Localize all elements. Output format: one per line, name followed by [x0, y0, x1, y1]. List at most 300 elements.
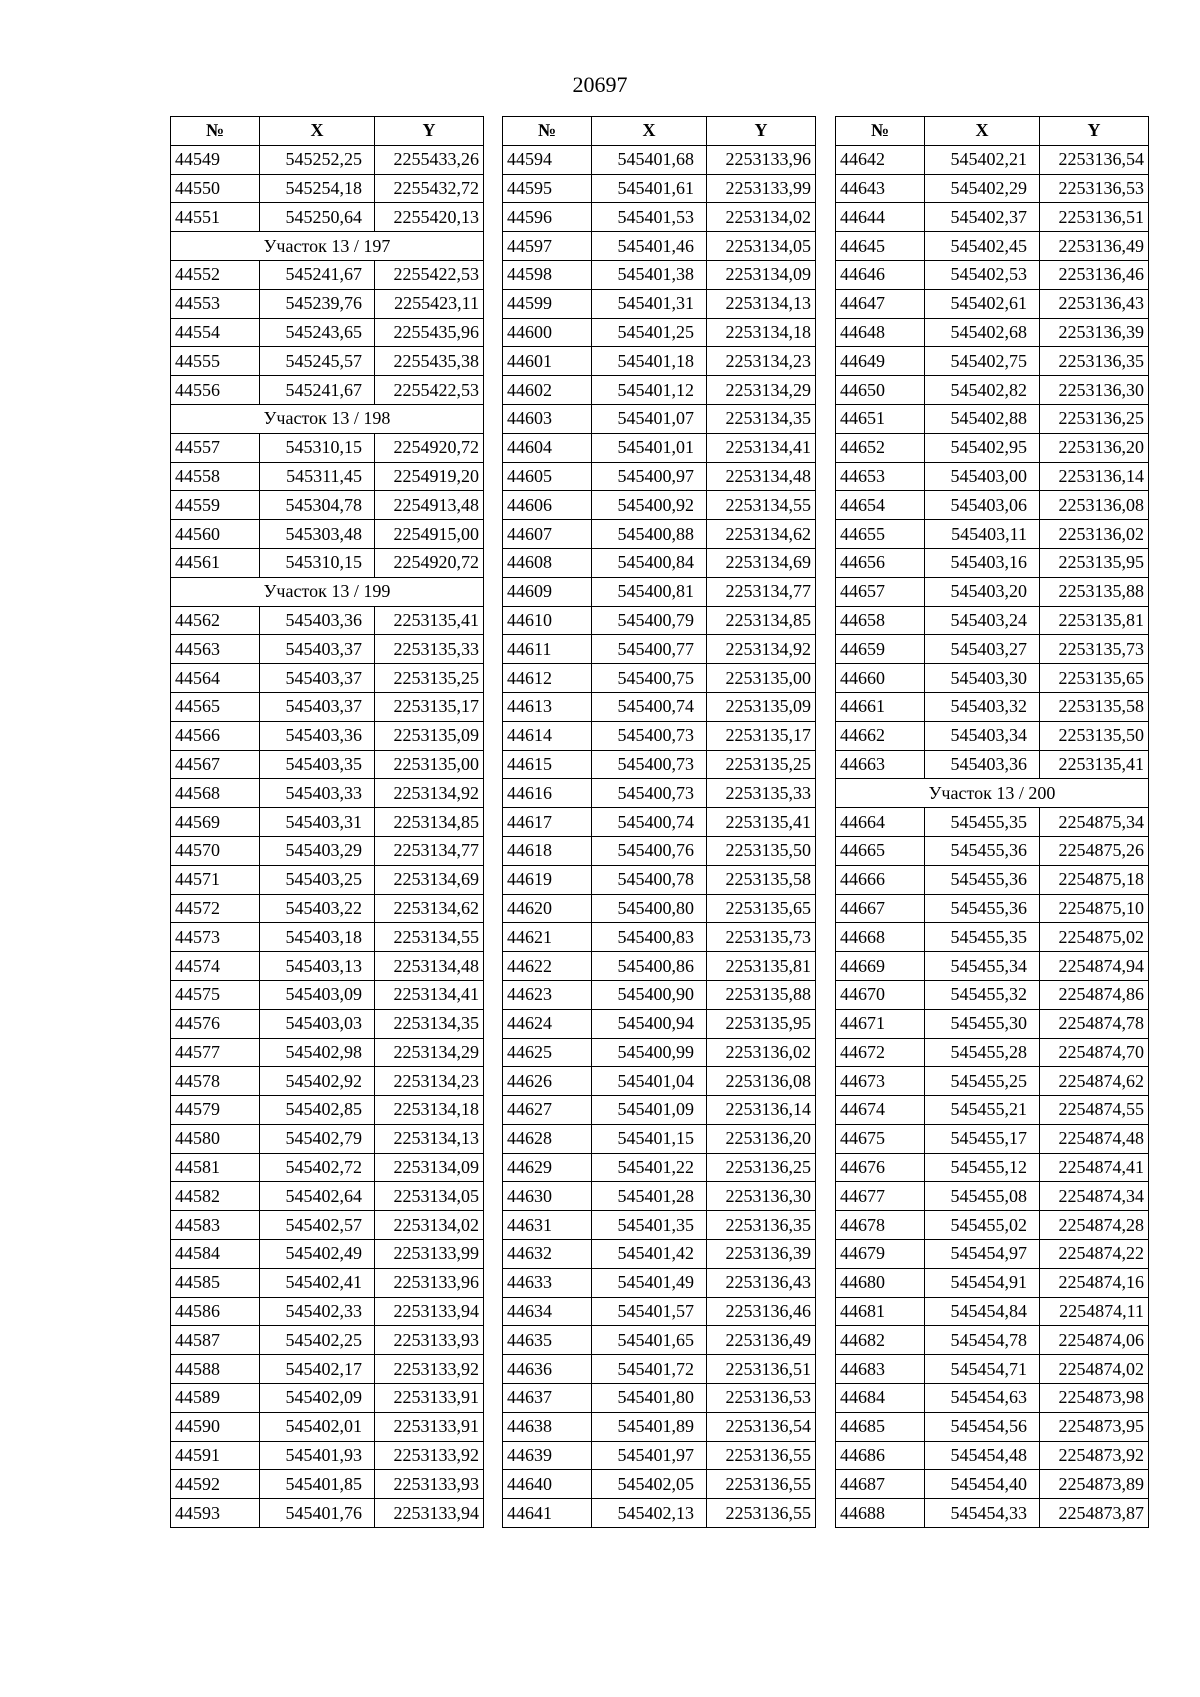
point-number: 44638: [503, 1412, 592, 1441]
table-header-row: [503, 117, 816, 146]
point-number: 44599: [503, 289, 592, 318]
y-coordinate: 2253136,49: [707, 1326, 816, 1355]
x-coordinate: 545454,84: [925, 1297, 1040, 1326]
x-coordinate: 545400,83: [592, 923, 707, 952]
x-coordinate: 545402,68: [925, 318, 1040, 347]
x-coordinate: 545401,07: [592, 404, 707, 433]
y-coordinate: 2253134,18: [375, 1096, 484, 1125]
y-coordinate: 2253136,51: [707, 1355, 816, 1384]
table-row: [503, 980, 816, 1009]
point-number: 44644: [836, 203, 925, 232]
y-coordinate: 2253136,25: [707, 1153, 816, 1182]
table-row: [836, 721, 1149, 750]
table-row: [503, 1499, 816, 1528]
x-coordinate: 545402,13: [592, 1499, 707, 1528]
table-row: [171, 174, 484, 203]
y-coordinate: 2253134,77: [707, 577, 816, 606]
x-coordinate: 545400,86: [592, 952, 707, 981]
table-row: [503, 635, 816, 664]
x-coordinate: 545239,76: [260, 289, 375, 318]
point-number: 44588: [171, 1355, 260, 1384]
table-row: [836, 347, 1149, 376]
table-row: [836, 1211, 1149, 1240]
table-row: [503, 1470, 816, 1499]
x-coordinate: 545403,11: [925, 520, 1040, 549]
y-coordinate: 2254874,78: [1040, 1009, 1149, 1038]
point-number: 44552: [171, 260, 260, 289]
y-coordinate: 2253136,43: [707, 1268, 816, 1297]
point-number: 44611: [503, 635, 592, 664]
table-row: [836, 1412, 1149, 1441]
point-number: 44652: [836, 433, 925, 462]
table-row: [836, 1067, 1149, 1096]
y-coordinate: 2253135,50: [707, 836, 816, 865]
table-header-row: [171, 117, 484, 146]
table-row: [836, 1326, 1149, 1355]
table-row: [171, 635, 484, 664]
x-coordinate: 545402,64: [260, 1182, 375, 1211]
point-number: 44640: [503, 1470, 592, 1499]
table-row: [171, 692, 484, 721]
point-number: 44550: [171, 174, 260, 203]
table-row: [836, 491, 1149, 520]
x-coordinate: 545402,82: [925, 376, 1040, 405]
point-number: 44624: [503, 1009, 592, 1038]
table-row: [503, 1240, 816, 1269]
table-row: [171, 1038, 484, 1067]
y-coordinate: 2253136,55: [707, 1441, 816, 1470]
y-coordinate: 2254874,34: [1040, 1182, 1149, 1211]
section-title: Участок 13 / 199: [171, 577, 484, 606]
y-coordinate: 2253134,35: [375, 1009, 484, 1038]
table-row: [836, 1499, 1149, 1528]
x-coordinate: 545403,37: [260, 635, 375, 664]
table-row: [171, 1297, 484, 1326]
y-coordinate: 2253134,55: [707, 491, 816, 520]
table-row: [836, 894, 1149, 923]
table-row: [836, 548, 1149, 577]
point-number: 44595: [503, 174, 592, 203]
point-number: 44557: [171, 433, 260, 462]
point-number: 44666: [836, 865, 925, 894]
table-row: [171, 779, 484, 808]
table-row: [503, 1326, 816, 1355]
table-row: [836, 836, 1149, 865]
y-coordinate: 2253134,13: [707, 289, 816, 318]
table-row: [503, 865, 816, 894]
y-coordinate: 2254874,06: [1040, 1326, 1149, 1355]
point-number: 44680: [836, 1268, 925, 1297]
x-coordinate: 545400,84: [592, 548, 707, 577]
y-coordinate: 2253134,92: [375, 779, 484, 808]
point-number: 44629: [503, 1153, 592, 1182]
y-coordinate: 2253134,02: [375, 1211, 484, 1240]
table-row: [836, 376, 1149, 405]
y-coordinate: 2253134,05: [707, 232, 816, 261]
y-coordinate: 2253134,55: [375, 923, 484, 952]
x-coordinate: 545454,33: [925, 1499, 1040, 1528]
x-coordinate: 545400,88: [592, 520, 707, 549]
y-coordinate: 2253134,85: [707, 606, 816, 635]
x-coordinate: 545402,92: [260, 1067, 375, 1096]
point-number: 44688: [836, 1499, 925, 1528]
point-number: 44582: [171, 1182, 260, 1211]
point-number: 44656: [836, 548, 925, 577]
header-x: X: [260, 117, 375, 146]
point-number: 44616: [503, 779, 592, 808]
y-coordinate: 2254874,86: [1040, 980, 1149, 1009]
table-row: [171, 750, 484, 779]
x-coordinate: 545304,78: [260, 491, 375, 520]
x-coordinate: 545401,61: [592, 174, 707, 203]
table-row: [836, 1384, 1149, 1413]
table-row: [171, 1326, 484, 1355]
table-row: [503, 318, 816, 347]
point-number: 44561: [171, 548, 260, 577]
point-number: 44658: [836, 606, 925, 635]
y-coordinate: 2253134,13: [375, 1124, 484, 1153]
x-coordinate: 545401,18: [592, 347, 707, 376]
y-coordinate: 2255422,53: [375, 260, 484, 289]
x-coordinate: 545454,91: [925, 1268, 1040, 1297]
y-coordinate: 2253135,33: [707, 779, 816, 808]
point-number: 44569: [171, 808, 260, 837]
y-coordinate: 2254915,00: [375, 520, 484, 549]
x-coordinate: 545403,13: [260, 952, 375, 981]
table-row: [503, 404, 816, 433]
point-number: 44593: [171, 1499, 260, 1528]
point-number: 44654: [836, 491, 925, 520]
table-row: [171, 808, 484, 837]
table-row: [171, 1096, 484, 1125]
x-coordinate: 545401,49: [592, 1268, 707, 1297]
table-row: [171, 145, 484, 174]
point-number: 44571: [171, 865, 260, 894]
point-number: 44602: [503, 376, 592, 405]
table-row: [171, 260, 484, 289]
x-coordinate: 545402,21: [925, 145, 1040, 174]
table-row: [836, 577, 1149, 606]
x-coordinate: 545455,34: [925, 952, 1040, 981]
section-row: [836, 779, 1149, 808]
table-row: [503, 692, 816, 721]
x-coordinate: 545400,73: [592, 779, 707, 808]
point-number: 44598: [503, 260, 592, 289]
x-coordinate: 545401,42: [592, 1240, 707, 1269]
x-coordinate: 545403,09: [260, 980, 375, 1009]
y-coordinate: 2253136,53: [1040, 174, 1149, 203]
point-number: 44628: [503, 1124, 592, 1153]
y-coordinate: 2253136,35: [1040, 347, 1149, 376]
x-coordinate: 545245,57: [260, 347, 375, 376]
y-coordinate: 2253134,41: [375, 980, 484, 1009]
x-coordinate: 545454,97: [925, 1240, 1040, 1269]
table-row: [503, 1211, 816, 1240]
point-number: 44684: [836, 1384, 925, 1413]
point-number: 44584: [171, 1240, 260, 1269]
y-coordinate: 2253134,02: [707, 203, 816, 232]
y-coordinate: 2253134,29: [375, 1038, 484, 1067]
table-row: [836, 980, 1149, 1009]
x-coordinate: 545403,03: [260, 1009, 375, 1038]
table-row: [171, 664, 484, 693]
y-coordinate: 2253133,96: [375, 1268, 484, 1297]
table-row: [503, 203, 816, 232]
x-coordinate: 545401,68: [592, 145, 707, 174]
table-row: [503, 1441, 816, 1470]
y-coordinate: 2253136,46: [707, 1297, 816, 1326]
point-number: 44667: [836, 894, 925, 923]
x-coordinate: 545250,64: [260, 203, 375, 232]
point-number: 44618: [503, 836, 592, 865]
x-coordinate: 545402,41: [260, 1268, 375, 1297]
x-coordinate: 545400,77: [592, 635, 707, 664]
x-coordinate: 545403,37: [260, 664, 375, 693]
table-row: [171, 462, 484, 491]
table-row: [503, 779, 816, 808]
point-number: 44641: [503, 1499, 592, 1528]
x-coordinate: 545400,74: [592, 808, 707, 837]
table-row: [503, 721, 816, 750]
x-coordinate: 545402,75: [925, 347, 1040, 376]
section-row: [171, 404, 484, 433]
point-number: 44607: [503, 520, 592, 549]
point-number: 44622: [503, 952, 592, 981]
x-coordinate: 545401,85: [260, 1470, 375, 1499]
y-coordinate: 2255422,53: [375, 376, 484, 405]
y-coordinate: 2253136,20: [1040, 433, 1149, 462]
y-coordinate: 2253136,39: [707, 1240, 816, 1269]
x-coordinate: 545401,01: [592, 433, 707, 462]
y-coordinate: 2255435,38: [375, 347, 484, 376]
x-coordinate: 545403,18: [260, 923, 375, 952]
y-coordinate: 2253134,09: [375, 1153, 484, 1182]
y-coordinate: 2254874,16: [1040, 1268, 1149, 1297]
table-row: [171, 491, 484, 520]
point-number: 44619: [503, 865, 592, 894]
table-row: [503, 577, 816, 606]
point-number: 44631: [503, 1211, 592, 1240]
y-coordinate: 2254874,28: [1040, 1211, 1149, 1240]
y-coordinate: 2254874,22: [1040, 1240, 1149, 1269]
point-number: 44626: [503, 1067, 592, 1096]
point-number: 44639: [503, 1441, 592, 1470]
table-row: [171, 980, 484, 1009]
y-coordinate: 2255420,13: [375, 203, 484, 232]
x-coordinate: 545402,05: [592, 1470, 707, 1499]
x-coordinate: 545400,76: [592, 836, 707, 865]
y-coordinate: 2254875,26: [1040, 836, 1149, 865]
x-coordinate: 545403,33: [260, 779, 375, 808]
point-number: 44591: [171, 1441, 260, 1470]
point-number: 44554: [171, 318, 260, 347]
x-coordinate: 545455,30: [925, 1009, 1040, 1038]
x-coordinate: 545403,32: [925, 692, 1040, 721]
point-number: 44574: [171, 952, 260, 981]
table-row: [171, 721, 484, 750]
x-coordinate: 545455,36: [925, 836, 1040, 865]
table-row: [503, 836, 816, 865]
y-coordinate: 2254874,02: [1040, 1355, 1149, 1384]
table-row: [503, 808, 816, 837]
y-coordinate: 2254873,87: [1040, 1499, 1149, 1528]
y-coordinate: 2253136,08: [707, 1067, 816, 1096]
y-coordinate: 2255423,11: [375, 289, 484, 318]
table-row: [503, 289, 816, 318]
point-number: 44637: [503, 1384, 592, 1413]
point-number: 44594: [503, 145, 592, 174]
y-coordinate: 2253136,25: [1040, 404, 1149, 433]
point-number: 44663: [836, 750, 925, 779]
x-coordinate: 545400,75: [592, 664, 707, 693]
y-coordinate: 2253136,02: [707, 1038, 816, 1067]
x-coordinate: 545402,61: [925, 289, 1040, 318]
y-coordinate: 2253135,95: [1040, 548, 1149, 577]
y-coordinate: 2253136,30: [1040, 376, 1149, 405]
x-coordinate: 545243,65: [260, 318, 375, 347]
point-number: 44577: [171, 1038, 260, 1067]
page-number: 20697: [572, 72, 628, 97]
y-coordinate: 2253134,48: [375, 952, 484, 981]
point-number: 44610: [503, 606, 592, 635]
y-coordinate: 2253133,94: [375, 1499, 484, 1528]
y-coordinate: 2253133,91: [375, 1384, 484, 1413]
y-coordinate: 2253133,93: [375, 1470, 484, 1499]
table-row: [836, 1153, 1149, 1182]
y-coordinate: 2253135,09: [375, 721, 484, 750]
y-coordinate: 2253135,33: [375, 635, 484, 664]
point-number: 44646: [836, 260, 925, 289]
x-coordinate: 545402,95: [925, 433, 1040, 462]
x-coordinate: 545310,15: [260, 548, 375, 577]
x-coordinate: 545254,18: [260, 174, 375, 203]
y-coordinate: 2253134,62: [707, 520, 816, 549]
point-number: 44653: [836, 462, 925, 491]
x-coordinate: 545401,35: [592, 1211, 707, 1240]
table-row: [836, 232, 1149, 261]
table-row: [503, 606, 816, 635]
point-number: 44664: [836, 808, 925, 837]
table-row: [171, 318, 484, 347]
x-coordinate: 545311,45: [260, 462, 375, 491]
x-coordinate: 545401,15: [592, 1124, 707, 1153]
x-coordinate: 545403,06: [925, 491, 1040, 520]
y-coordinate: 2253134,41: [707, 433, 816, 462]
y-coordinate: 2253135,17: [707, 721, 816, 750]
y-coordinate: 2254873,95: [1040, 1412, 1149, 1441]
y-coordinate: 2253134,18: [707, 318, 816, 347]
y-coordinate: 2254874,41: [1040, 1153, 1149, 1182]
point-number: 44615: [503, 750, 592, 779]
x-coordinate: 545401,93: [260, 1441, 375, 1470]
point-number: 44671: [836, 1009, 925, 1038]
y-coordinate: 2253136,49: [1040, 232, 1149, 261]
table-row: [836, 1355, 1149, 1384]
point-number: 44669: [836, 952, 925, 981]
table-row: [503, 750, 816, 779]
table-row: [171, 347, 484, 376]
table-row: [503, 260, 816, 289]
x-coordinate: 545402,98: [260, 1038, 375, 1067]
table-row: [171, 1412, 484, 1441]
point-number: 44609: [503, 577, 592, 606]
point-number: 44620: [503, 894, 592, 923]
table-row: [836, 174, 1149, 203]
point-number: 44563: [171, 635, 260, 664]
table-row: [171, 548, 484, 577]
x-coordinate: 545401,97: [592, 1441, 707, 1470]
x-coordinate: 545454,78: [925, 1326, 1040, 1355]
y-coordinate: 2253135,41: [1040, 750, 1149, 779]
x-coordinate: 545310,15: [260, 433, 375, 462]
x-coordinate: 545455,35: [925, 808, 1040, 837]
x-coordinate: 545400,97: [592, 462, 707, 491]
point-number: 44681: [836, 1297, 925, 1326]
table-row: [836, 1124, 1149, 1153]
x-coordinate: 545454,71: [925, 1355, 1040, 1384]
point-number: 44668: [836, 923, 925, 952]
y-coordinate: 2253135,73: [1040, 635, 1149, 664]
table-row: [171, 203, 484, 232]
table-row: [171, 1240, 484, 1269]
table-row: [836, 664, 1149, 693]
x-coordinate: 545455,21: [925, 1096, 1040, 1125]
table-row: [503, 1096, 816, 1125]
point-number: 44635: [503, 1326, 592, 1355]
x-coordinate: 545455,28: [925, 1038, 1040, 1067]
table-row: [503, 1124, 816, 1153]
table-row: [171, 952, 484, 981]
point-number: 44567: [171, 750, 260, 779]
x-coordinate: 545401,80: [592, 1384, 707, 1413]
x-coordinate: 545402,49: [260, 1240, 375, 1269]
table-row: [171, 606, 484, 635]
table-row: [171, 1124, 484, 1153]
point-number: 44585: [171, 1268, 260, 1297]
x-coordinate: 545403,27: [925, 635, 1040, 664]
x-coordinate: 545402,45: [925, 232, 1040, 261]
point-number: 44601: [503, 347, 592, 376]
x-coordinate: 545454,56: [925, 1412, 1040, 1441]
x-coordinate: 545403,30: [925, 664, 1040, 693]
point-number: 44566: [171, 721, 260, 750]
table-row: [171, 1211, 484, 1240]
table-row: [836, 750, 1149, 779]
y-coordinate: 2254875,10: [1040, 894, 1149, 923]
y-coordinate: 2253135,73: [707, 923, 816, 952]
point-number: 44643: [836, 174, 925, 203]
x-coordinate: 545455,32: [925, 980, 1040, 1009]
x-coordinate: 545402,01: [260, 1412, 375, 1441]
point-number: 44573: [171, 923, 260, 952]
point-number: 44597: [503, 232, 592, 261]
coordinates-table-3: [835, 116, 1149, 1528]
point-number: 44630: [503, 1182, 592, 1211]
table-row: [171, 865, 484, 894]
point-number: 44632: [503, 1240, 592, 1269]
x-coordinate: 545401,09: [592, 1096, 707, 1125]
x-coordinate: 545403,25: [260, 865, 375, 894]
y-coordinate: 2254874,70: [1040, 1038, 1149, 1067]
point-number: 44677: [836, 1182, 925, 1211]
y-coordinate: 2253136,53: [707, 1384, 816, 1413]
table-row: [836, 260, 1149, 289]
x-coordinate: 545454,48: [925, 1441, 1040, 1470]
y-coordinate: 2254875,02: [1040, 923, 1149, 952]
table-row: [503, 1355, 816, 1384]
point-number: 44576: [171, 1009, 260, 1038]
y-coordinate: 2254873,92: [1040, 1441, 1149, 1470]
